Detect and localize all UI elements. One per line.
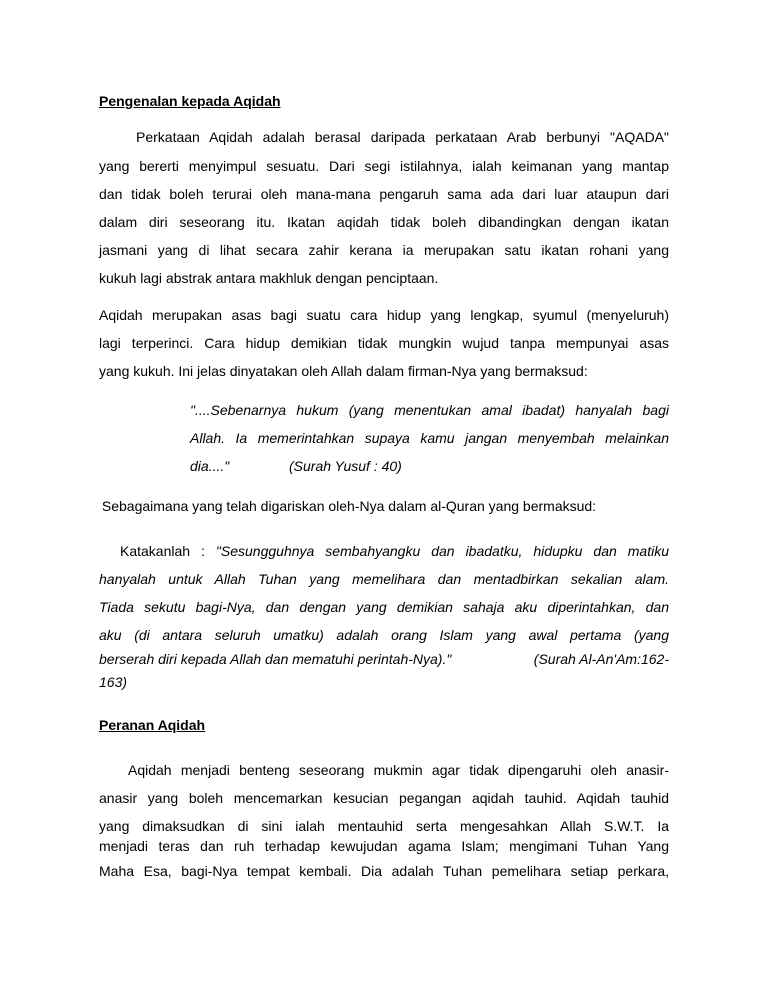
quote-2-line-3: Tiada sekutu bagi-Nya, dan dengan yang demikian sahaja aku diperintahkan, dan	[99, 599, 669, 615]
quote-2-line-4: aku (di antara seluruh umatku) adalah orang Islam yang awal pertama (yang	[99, 627, 669, 643]
quote-2-line-2: hanyalah untuk Allah Tuhan yang memelihara dan mentadbirkan sekalian alam.	[99, 571, 669, 587]
quote-1-source: (Surah Yusuf : 40)	[289, 458, 402, 474]
heading-peranan: Peranan Aqidah	[99, 717, 206, 733]
quote-2-lead: Katakanlah :	[120, 543, 216, 559]
quote-2-line-1	[120, 543, 669, 560]
quote-2-source: (Surah Al-An'Am:162-	[533, 651, 669, 667]
paragraph-1-line-6: kukuh lagi abstrak antara makhluk dengan penciptaan.	[99, 270, 439, 286]
quote-1-line-1: "....Sebenarnya hukum (yang menentukan amal ibadat) hanyalah bagi	[190, 402, 669, 418]
quote-1-line-2: Allah. Ia memerintahkan supaya kamu jangan menyembah melainkan	[190, 430, 669, 446]
paragraph-1-line-5: jasmani yang di lihat secara zahir kerana ia merupakan satu ikatan rohani yang	[99, 242, 669, 258]
paragraph-2-line-3: yang kukuh. Ini jelas dinyatakan oleh Allah dalam firman-Nya yang bermaksud:	[99, 363, 588, 379]
quote-1-last-line: dia...."	[190, 458, 230, 474]
quote-2-line-5-text: berserah diri kepada Allah dan mematuhi perintah-Nya)."	[99, 651, 452, 667]
paragraph-2-line-2: lagi terperinci. Cara hidup demikian tidak mungkin wujud tanpa mempunyai asas	[99, 335, 669, 351]
paragraph-1-line-2: yang bererti menyimpul sesuatu. Dari segi istilahnya, ialah keimanan yang mantap	[99, 158, 669, 174]
quote-1-line-3	[190, 458, 669, 475]
heading-pengenalan: Pengenalan kepada Aqidah	[99, 93, 281, 109]
paragraph-4-line-5: Maha Esa, bagi-Nya tempat kembali. Dia adalah Tuhan pemelihara setiap perkara,	[99, 863, 669, 879]
paragraph-4-line-1: Aqidah menjadi benteng seseorang mukmin agar tidak dipengaruhi oleh anasir-	[128, 762, 669, 778]
paragraph-4-line-3: yang dimaksudkan di sini ialah mentauhid serta mengesahkan Allah S.W.T. Ia	[99, 818, 669, 834]
paragraph-4-line-4: menjadi teras dan ruh terhadap kewujudan agama Islam; mengimani Tuhan Yang	[99, 838, 669, 854]
paragraph-3: Sebagaimana yang telah digariskan oleh-Nya dalam al-Quran yang bermaksud:	[98, 498, 597, 514]
paragraph-2-line-1: Aqidah merupakan asas bagi suatu cara hidup yang lengkap, syumul (menyeluruh)	[99, 307, 669, 323]
paragraph-1-line-4: dalam diri seseorang itu. Ikatan aqidah tidak boleh dibandingkan dengan ikatan	[99, 214, 669, 230]
paragraph-1-line-1: Perkataan Aqidah adalah berasal daripada perkataan Arab berbunyi "AQADA"	[136, 129, 669, 145]
paragraph-1-line-3: dan tidak boleh terurai oleh mana-mana pengaruh sama ada dari luar ataupun dari	[99, 186, 669, 202]
quote-2-first-line: "Sesungguhnya sembahyangku dan ibadatku, hidupku dan matiku	[215, 543, 669, 559]
paragraph-4-line-2: anasir yang boleh mencemarkan kesucian pegangan aqidah tauhid. Aqidah tauhid	[99, 790, 669, 806]
quote-2-line-5	[99, 651, 669, 668]
quote-2-source-end: 163)	[99, 674, 128, 690]
